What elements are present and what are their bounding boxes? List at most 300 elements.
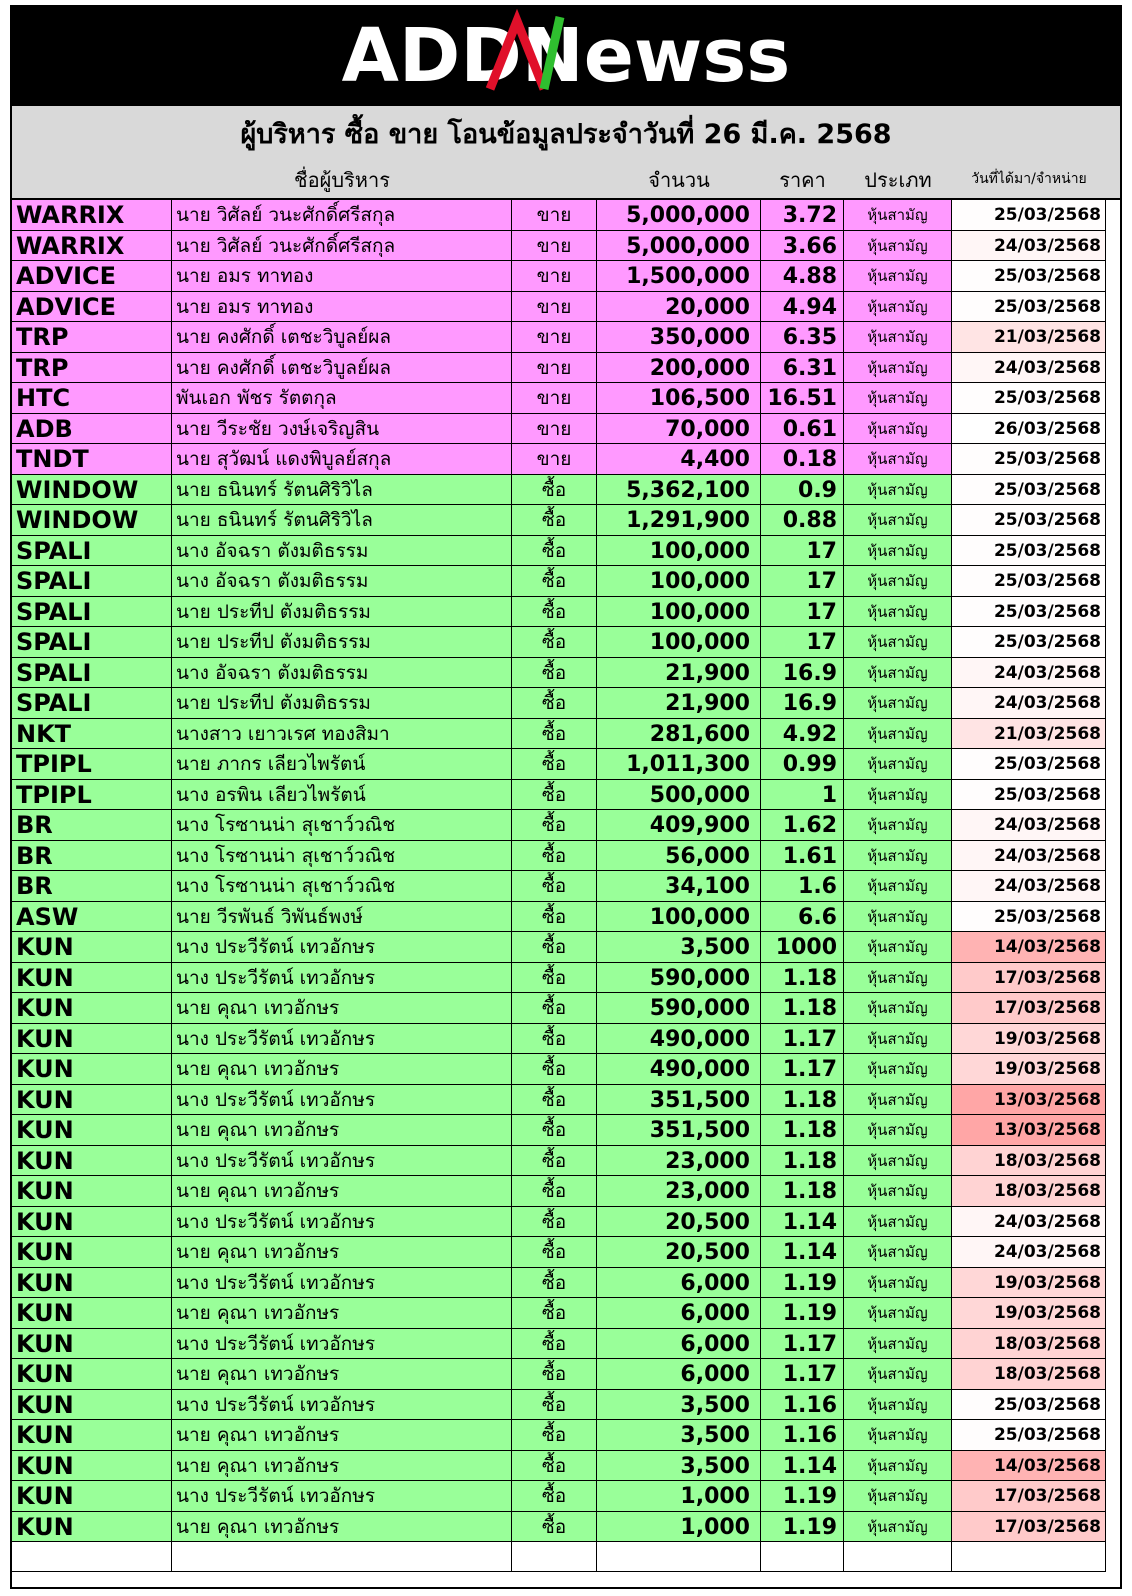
date-cell: 17/03/2568 — [952, 1481, 1106, 1512]
table-row — [12, 200, 1120, 231]
security-type-cell: หุ้นสามัญ — [844, 505, 952, 536]
date-cell: 19/03/2568 — [952, 1298, 1106, 1329]
symbol-cell: TPIPL — [12, 749, 172, 780]
date-cell: 17/03/2568 — [952, 963, 1106, 994]
price-cell: 17 — [761, 566, 844, 597]
volume-cell: 281,600 — [597, 719, 761, 750]
security-type-cell: หุ้นสามัญ — [844, 383, 952, 414]
security-type-cell: หุ้นสามัญ — [844, 597, 952, 628]
security-type-cell: หุ้นสามัญ — [844, 658, 952, 689]
price-cell: 1.17 — [761, 1329, 844, 1360]
date-cell: 25/03/2568 — [952, 505, 1106, 536]
table-row — [12, 231, 1120, 262]
security-type-cell: หุ้นสามัญ — [844, 1146, 952, 1177]
table-row — [12, 1146, 1120, 1177]
executive-name-cell: นาย วิศัลย์ วนะศักดิ์ศรีสกุล — [172, 231, 512, 262]
date-cell: 25/03/2568 — [952, 627, 1106, 658]
volume-cell: 351,500 — [597, 1085, 761, 1116]
table-row — [12, 292, 1120, 323]
column-header-name: ชื่อผู้บริหาร — [294, 168, 390, 192]
symbol-cell: KUN — [12, 963, 172, 994]
symbol-cell: SPALI — [12, 536, 172, 567]
table-row — [12, 444, 1120, 475]
executive-name-cell: นาย คุณา เทวอักษร — [172, 1451, 512, 1482]
volume-cell: 3,500 — [597, 1390, 761, 1421]
side-cell: ขาย — [512, 200, 597, 231]
symbol-cell: KUN — [12, 1146, 172, 1177]
date-cell: 13/03/2568 — [952, 1085, 1106, 1116]
executive-name-cell: นาย ธนินทร์ รัตนศิริวิไล — [172, 475, 512, 506]
price-cell: 1.18 — [761, 1115, 844, 1146]
side-cell: ซื้อ — [512, 1085, 597, 1116]
security-type-cell: หุ้นสามัญ — [844, 1207, 952, 1238]
date-cell: 21/03/2568 — [952, 719, 1106, 750]
price-cell: 1.62 — [761, 810, 844, 841]
side-cell: ซื้อ — [512, 1176, 597, 1207]
symbol-cell: KUN — [12, 1085, 172, 1116]
date-cell: 24/03/2568 — [952, 353, 1106, 384]
empty-row — [12, 1542, 1120, 1573]
price-cell: 0.61 — [761, 414, 844, 445]
price-cell: 1.19 — [761, 1481, 844, 1512]
side-cell: ซื้อ — [512, 1115, 597, 1146]
table-row — [12, 383, 1120, 414]
date-cell: 13/03/2568 — [952, 1115, 1106, 1146]
side-cell: ซื้อ — [512, 1451, 597, 1482]
security-type-cell: หุ้นสามัญ — [844, 1268, 952, 1299]
side-cell: ซื้อ — [512, 688, 597, 719]
price-cell: 16.9 — [761, 688, 844, 719]
volume-cell: 21,900 — [597, 688, 761, 719]
security-type-cell: หุ้นสามัญ — [844, 1085, 952, 1116]
volume-cell: 3,500 — [597, 1420, 761, 1451]
table-row — [12, 1207, 1120, 1238]
volume-cell: 20,500 — [597, 1207, 761, 1238]
price-cell: 17 — [761, 536, 844, 567]
executive-name-cell: นาย คุณา เทวอักษร — [172, 1359, 512, 1390]
report-sheet — [10, 5, 1122, 1589]
symbol-cell: TNDT — [12, 444, 172, 475]
table-row — [12, 658, 1120, 689]
symbol-cell: BR — [12, 841, 172, 872]
executive-name-cell: นาง โรซานน่า สุเชาว์วณิช — [172, 871, 512, 902]
date-cell: 25/03/2568 — [952, 566, 1106, 597]
security-type-cell: หุ้นสามัญ — [844, 414, 952, 445]
symbol-cell: ADVICE — [12, 261, 172, 292]
symbol-cell: KUN — [12, 1207, 172, 1238]
symbol-cell: KUN — [12, 1390, 172, 1421]
volume-cell: 351,500 — [597, 1115, 761, 1146]
security-type-cell: หุ้นสามัญ — [844, 261, 952, 292]
symbol-cell: WARRIX — [12, 231, 172, 262]
volume-cell: 490,000 — [597, 1054, 761, 1085]
security-type-cell: หุ้นสามัญ — [844, 566, 952, 597]
symbol-cell: ADVICE — [12, 292, 172, 323]
date-cell: 24/03/2568 — [952, 1237, 1106, 1268]
date-cell: 25/03/2568 — [952, 597, 1106, 628]
symbol-cell: KUN — [12, 1420, 172, 1451]
price-cell: 1.6 — [761, 871, 844, 902]
volume-cell: 490,000 — [597, 1024, 761, 1055]
price-cell: 1.14 — [761, 1451, 844, 1482]
table-row — [12, 1085, 1120, 1116]
volume-cell: 350,000 — [597, 322, 761, 353]
table-row — [12, 566, 1120, 597]
table-row — [12, 536, 1120, 567]
volume-cell: 106,500 — [597, 383, 761, 414]
table-row — [12, 902, 1120, 933]
title-band — [12, 104, 1120, 200]
security-type-cell: หุ้นสามัญ — [844, 1237, 952, 1268]
price-cell: 1.17 — [761, 1054, 844, 1085]
price-cell: 1.18 — [761, 1176, 844, 1207]
table-row — [12, 1451, 1120, 1482]
date-cell: 24/03/2568 — [952, 871, 1106, 902]
price-cell: 3.66 — [761, 231, 844, 262]
price-cell: 1.17 — [761, 1359, 844, 1390]
symbol-cell: NKT — [12, 719, 172, 750]
executive-name-cell: นาย คุณา เทวอักษร — [172, 1237, 512, 1268]
executive-name-cell: นาย คงศักดิ์ เตชะวิบูลย์ผล — [172, 322, 512, 353]
volume-cell: 5,362,100 — [597, 475, 761, 506]
executive-name-cell: นาง ประวีรัตน์ เทวอักษร — [172, 1390, 512, 1421]
volume-cell: 1,000 — [597, 1481, 761, 1512]
price-cell: 16.51 — [761, 383, 844, 414]
side-cell: ซื้อ — [512, 566, 597, 597]
symbol-cell: WINDOW — [12, 505, 172, 536]
security-type-cell: หุ้นสามัญ — [844, 749, 952, 780]
executive-name-cell: นาย วีระชัย วงษ์เจริญสิน — [172, 414, 512, 445]
side-cell: ซื้อ — [512, 749, 597, 780]
date-cell: 25/03/2568 — [952, 1390, 1106, 1421]
volume-cell: 500,000 — [597, 780, 761, 811]
date-cell: 25/03/2568 — [952, 749, 1106, 780]
security-type-cell: หุ้นสามัญ — [844, 627, 952, 658]
security-type-cell: หุ้นสามัญ — [844, 536, 952, 567]
price-cell: 1.17 — [761, 1024, 844, 1055]
volume-cell: 100,000 — [597, 627, 761, 658]
table-row — [12, 505, 1120, 536]
volume-cell: 34,100 — [597, 871, 761, 902]
side-cell: ขาย — [512, 292, 597, 323]
table-row — [12, 749, 1120, 780]
symbol-cell: KUN — [12, 1115, 172, 1146]
symbol-cell: SPALI — [12, 566, 172, 597]
date-cell: 24/03/2568 — [952, 841, 1106, 872]
side-cell: ขาย — [512, 414, 597, 445]
empty-cell — [844, 1542, 952, 1572]
table-row — [12, 1329, 1120, 1360]
executive-name-cell: นาย ธนินทร์ รัตนศิริวิไล — [172, 505, 512, 536]
security-type-cell: หุ้นสามัญ — [844, 993, 952, 1024]
volume-cell: 590,000 — [597, 963, 761, 994]
volume-cell: 6,000 — [597, 1268, 761, 1299]
side-cell: ซื้อ — [512, 1146, 597, 1177]
table-row — [12, 1359, 1120, 1390]
price-cell: 4.92 — [761, 719, 844, 750]
side-cell: ซื้อ — [512, 1481, 597, 1512]
symbol-cell: SPALI — [12, 688, 172, 719]
table-row — [12, 688, 1120, 719]
symbol-cell: KUN — [12, 1512, 172, 1543]
price-cell: 1.14 — [761, 1237, 844, 1268]
executive-name-cell: นาย ประทีป ตังมติธรรม — [172, 688, 512, 719]
empty-cell — [12, 1542, 172, 1572]
security-type-cell: หุ้นสามัญ — [844, 200, 952, 231]
executive-name-cell: นาง ประวีรัตน์ เทวอักษร — [172, 1481, 512, 1512]
price-cell: 0.9 — [761, 475, 844, 506]
date-cell: 25/03/2568 — [952, 780, 1106, 811]
date-cell: 18/03/2568 — [952, 1176, 1106, 1207]
column-header-price: ราคา — [779, 168, 826, 192]
executive-name-cell: นาย คุณา เทวอักษร — [172, 1176, 512, 1207]
security-type-cell: หุ้นสามัญ — [844, 1054, 952, 1085]
volume-cell: 100,000 — [597, 902, 761, 933]
side-cell: ซื้อ — [512, 658, 597, 689]
symbol-cell: KUN — [12, 1176, 172, 1207]
price-cell: 1.18 — [761, 993, 844, 1024]
side-cell: ซื้อ — [512, 902, 597, 933]
symbol-cell: KUN — [12, 1024, 172, 1055]
date-cell: 17/03/2568 — [952, 993, 1106, 1024]
price-cell: 1.18 — [761, 963, 844, 994]
symbol-cell: KUN — [12, 1329, 172, 1360]
side-cell: ซื้อ — [512, 536, 597, 567]
symbol-cell: WARRIX — [12, 200, 172, 231]
executive-name-cell: นาย คุณา เทวอักษร — [172, 1054, 512, 1085]
executive-name-cell: นาย ประทีป ตังมติธรรม — [172, 597, 512, 628]
executive-name-cell: นาย คุณา เทวอักษร — [172, 993, 512, 1024]
brand-logo-text: ADDNewss — [341, 13, 791, 99]
volume-cell: 20,500 — [597, 1237, 761, 1268]
volume-cell: 70,000 — [597, 414, 761, 445]
table-row — [12, 810, 1120, 841]
column-header-type: ประเภท — [864, 168, 932, 192]
side-cell: ซื้อ — [512, 719, 597, 750]
empty-cell — [172, 1542, 512, 1572]
executive-name-cell: นาย สุวัฒน์ แดงพิบูลย์สกุล — [172, 444, 512, 475]
symbol-cell: BR — [12, 810, 172, 841]
price-cell: 17 — [761, 597, 844, 628]
date-cell: 14/03/2568 — [952, 932, 1106, 963]
security-type-cell: หุ้นสามัญ — [844, 444, 952, 475]
executive-name-cell: นาย คุณา เทวอักษร — [172, 1298, 512, 1329]
executive-name-cell: นาย คุณา เทวอักษร — [172, 1115, 512, 1146]
symbol-cell: ASW — [12, 902, 172, 933]
volume-cell: 23,000 — [597, 1176, 761, 1207]
executive-name-cell: นาย คงศักดิ์ เตชะวิบูลย์ผล — [172, 353, 512, 384]
executive-name-cell: นาง ประวีรัตน์ เทวอักษร — [172, 1207, 512, 1238]
date-cell: 25/03/2568 — [952, 444, 1106, 475]
empty-cell — [597, 1542, 761, 1572]
empty-cell — [512, 1542, 597, 1572]
volume-cell: 1,011,300 — [597, 749, 761, 780]
price-cell: 17 — [761, 627, 844, 658]
date-cell: 25/03/2568 — [952, 475, 1106, 506]
security-type-cell: หุ้นสามัญ — [844, 1176, 952, 1207]
security-type-cell: หุ้นสามัญ — [844, 292, 952, 323]
brand-logo — [12, 7, 1120, 104]
executive-name-cell: นาง อัจฉรา ตังมติธรรม — [172, 658, 512, 689]
executive-name-cell: นาง อรพิน เลียวไพรัตน์ — [172, 780, 512, 811]
column-header-volume: จำนวน — [648, 168, 710, 192]
executive-name-cell: นาย คุณา เทวอักษร — [172, 1420, 512, 1451]
price-cell: 0.88 — [761, 505, 844, 536]
date-cell: 24/03/2568 — [952, 1207, 1106, 1238]
price-cell: 0.99 — [761, 749, 844, 780]
side-cell: ซื้อ — [512, 841, 597, 872]
executive-name-cell: นาง ประวีรัตน์ เทวอักษร — [172, 1085, 512, 1116]
symbol-cell: KUN — [12, 1268, 172, 1299]
executive-name-cell: พันเอก พัชร รัตตกุล — [172, 383, 512, 414]
date-cell: 25/03/2568 — [952, 536, 1106, 567]
date-cell: 24/03/2568 — [952, 658, 1106, 689]
security-type-cell: หุ้นสามัญ — [844, 963, 952, 994]
executive-name-cell: นาง ประวีรัตน์ เทวอักษร — [172, 963, 512, 994]
volume-cell: 20,000 — [597, 292, 761, 323]
brand-header — [12, 7, 1120, 104]
volume-cell: 590,000 — [597, 993, 761, 1024]
executive-name-cell: นาย คุณา เทวอักษร — [172, 1512, 512, 1543]
side-cell: ซื้อ — [512, 597, 597, 628]
security-type-cell: หุ้นสามัญ — [844, 353, 952, 384]
volume-cell: 1,500,000 — [597, 261, 761, 292]
price-cell: 1.18 — [761, 1085, 844, 1116]
table-row — [12, 475, 1120, 506]
price-cell: 1.14 — [761, 1207, 844, 1238]
security-type-cell: หุ้นสามัญ — [844, 1115, 952, 1146]
symbol-cell: WINDOW — [12, 475, 172, 506]
symbol-cell: KUN — [12, 932, 172, 963]
volume-cell: 1,000 — [597, 1512, 761, 1543]
symbol-cell: KUN — [12, 1237, 172, 1268]
symbol-cell: KUN — [12, 1451, 172, 1482]
side-cell: ซื้อ — [512, 505, 597, 536]
date-cell: 24/03/2568 — [952, 688, 1106, 719]
price-cell: 1000 — [761, 932, 844, 963]
volume-cell: 100,000 — [597, 536, 761, 567]
side-cell: ซื้อ — [512, 475, 597, 506]
date-cell: 18/03/2568 — [952, 1359, 1106, 1390]
date-cell: 19/03/2568 — [952, 1054, 1106, 1085]
volume-cell: 1,291,900 — [597, 505, 761, 536]
price-cell: 16.9 — [761, 658, 844, 689]
security-type-cell: หุ้นสามัญ — [844, 1512, 952, 1543]
security-type-cell: หุ้นสามัญ — [844, 780, 952, 811]
security-type-cell: หุ้นสามัญ — [844, 1024, 952, 1055]
table-row — [12, 932, 1120, 963]
table-row — [12, 841, 1120, 872]
executive-name-cell: นาง ประวีรัตน์ เทวอักษร — [172, 1024, 512, 1055]
table-row — [12, 1237, 1120, 1268]
date-cell: 25/03/2568 — [952, 1420, 1106, 1451]
page-title: ผู้บริหาร ซื้อ ขาย โอนข้อมูลประจำวันที่ 26 มี.ค. 2568 — [240, 119, 892, 150]
date-cell: 25/03/2568 — [952, 200, 1106, 231]
symbol-cell: HTC — [12, 383, 172, 414]
executive-name-cell: นาง โรซานน่า สุเชาว์วณิช — [172, 810, 512, 841]
volume-cell: 5,000,000 — [597, 231, 761, 262]
executive-name-cell: นาย ประทีป ตังมติธรรม — [172, 627, 512, 658]
symbol-cell: ADB — [12, 414, 172, 445]
side-cell: ซื้อ — [512, 1420, 597, 1451]
volume-cell: 56,000 — [597, 841, 761, 872]
table-row — [12, 1115, 1120, 1146]
executive-name-cell: นาง ประวีรัตน์ เทวอักษร — [172, 1146, 512, 1177]
table-row — [12, 597, 1120, 628]
symbol-cell: KUN — [12, 993, 172, 1024]
table-row — [12, 261, 1120, 292]
date-cell: 19/03/2568 — [952, 1268, 1106, 1299]
empty-cell — [761, 1542, 844, 1572]
executive-name-cell: นาง ประวีรัตน์ เทวอักษร — [172, 1268, 512, 1299]
date-cell: 21/03/2568 — [952, 322, 1106, 353]
symbol-cell: SPALI — [12, 597, 172, 628]
date-cell: 19/03/2568 — [952, 1024, 1106, 1055]
side-cell: ขาย — [512, 322, 597, 353]
table-row — [12, 353, 1120, 384]
symbol-cell: TRP — [12, 353, 172, 384]
side-cell: ซื้อ — [512, 1390, 597, 1421]
executive-name-cell: นาย อมร ทาทอง — [172, 292, 512, 323]
volume-cell: 6,000 — [597, 1298, 761, 1329]
side-cell: ซื้อ — [512, 1512, 597, 1543]
security-type-cell: หุ้นสามัญ — [844, 1359, 952, 1390]
price-cell: 1.16 — [761, 1390, 844, 1421]
table-row — [12, 1390, 1120, 1421]
volume-cell: 409,900 — [597, 810, 761, 841]
price-cell: 1.19 — [761, 1298, 844, 1329]
security-type-cell: หุ้นสามัญ — [844, 322, 952, 353]
price-cell: 1.19 — [761, 1512, 844, 1543]
column-header-date: วันที่ได้มา/จำหน่าย — [971, 171, 1087, 187]
table-row — [12, 1024, 1120, 1055]
executive-name-cell: นาย ภากร เลียวไพรัตน์ — [172, 749, 512, 780]
symbol-cell: KUN — [12, 1481, 172, 1512]
table-row — [12, 1512, 1120, 1543]
side-cell: ขาย — [512, 353, 597, 384]
empty-cell — [952, 1542, 1106, 1572]
table-row — [12, 1420, 1120, 1451]
volume-cell: 4,400 — [597, 444, 761, 475]
date-cell: 17/03/2568 — [952, 1512, 1106, 1543]
security-type-cell: หุ้นสามัญ — [844, 902, 952, 933]
volume-cell: 6,000 — [597, 1329, 761, 1360]
table-row — [12, 414, 1120, 445]
price-cell: 6.35 — [761, 322, 844, 353]
price-cell: 0.18 — [761, 444, 844, 475]
volume-cell: 100,000 — [597, 566, 761, 597]
date-cell: 18/03/2568 — [952, 1146, 1106, 1177]
price-cell: 3.72 — [761, 200, 844, 231]
volume-cell: 6,000 — [597, 1359, 761, 1390]
table-row — [12, 871, 1120, 902]
volume-cell: 3,500 — [597, 932, 761, 963]
price-cell: 1.18 — [761, 1146, 844, 1177]
volume-cell: 100,000 — [597, 597, 761, 628]
executive-name-cell: นาง อัจฉรา ตังมติธรรม — [172, 536, 512, 567]
side-cell: ซื้อ — [512, 1359, 597, 1390]
security-type-cell: หุ้นสามัญ — [844, 841, 952, 872]
executive-name-cell: นาง โรซานน่า สุเชาว์วณิช — [172, 841, 512, 872]
table-row — [12, 1298, 1120, 1329]
symbol-cell: TPIPL — [12, 780, 172, 811]
date-cell: 25/03/2568 — [952, 292, 1106, 323]
volume-cell: 5,000,000 — [597, 200, 761, 231]
executive-name-cell: นางสาว เยาวเรศ ทองสิมา — [172, 719, 512, 750]
date-cell: 24/03/2568 — [952, 810, 1106, 841]
security-type-cell: หุ้นสามัญ — [844, 231, 952, 262]
executive-name-cell: นาย วีรพันธ์ วิพันธ์พงษ์ — [172, 902, 512, 933]
